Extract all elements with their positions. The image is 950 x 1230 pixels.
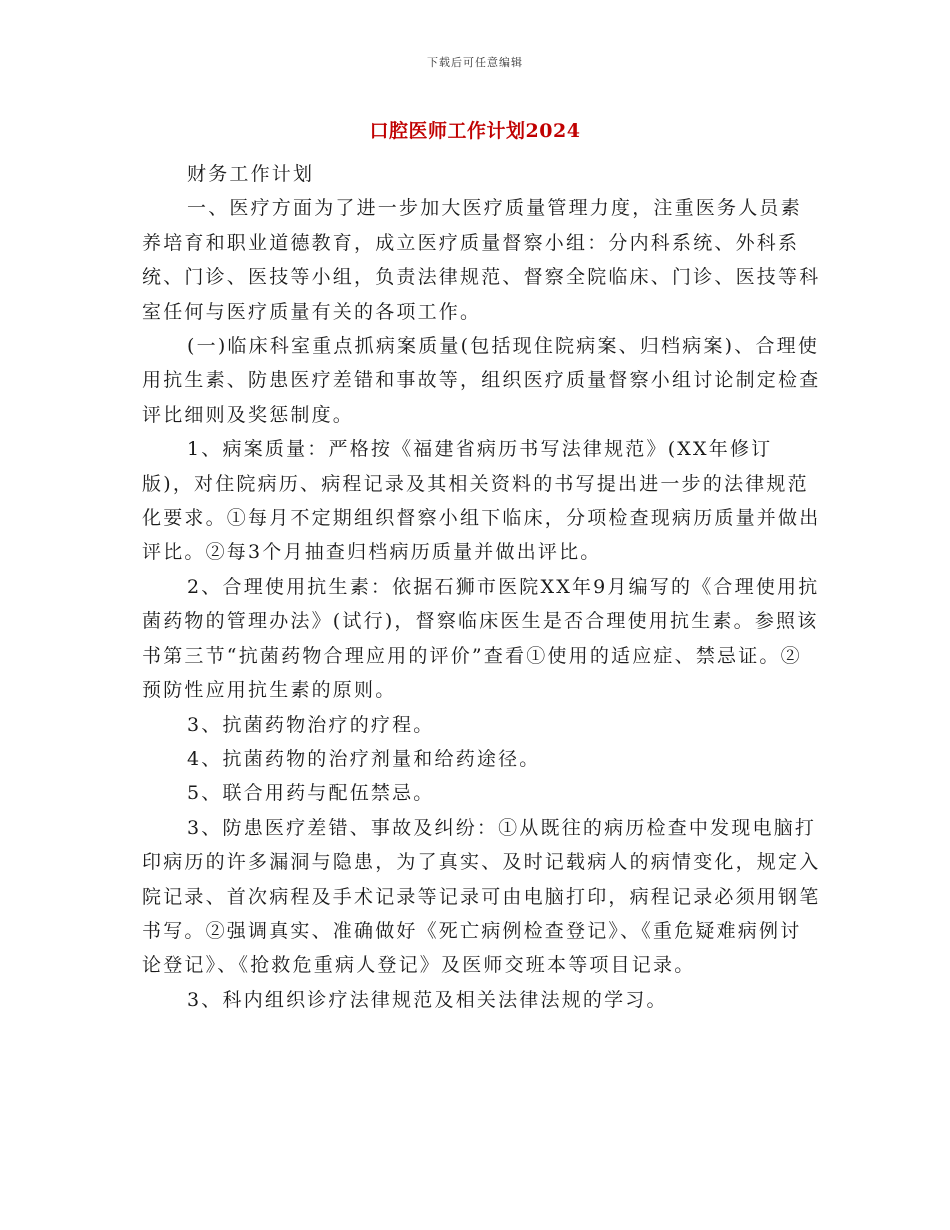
paragraph: 5、联合用药与配伍禁忌。 — [187, 782, 435, 805]
paragraph: 4、抗菌药物的治疗剂量和给药途径。 — [187, 747, 541, 770]
paragraph: 3、抗菌药物治疗的疗程。 — [187, 713, 435, 736]
paragraph: 2、合理使用抗生素：依据石狮市医院XX年9月编写的《合理使用抗菌药物的管理办法》(试行)，督察临床医生是否合理使用抗生素。参照该书第三节“抗菌药物合理应用的评价”查看①使用的适应症、禁忌证。②预防性应用抗生素的原则。 — [142, 575, 820, 702]
header-note: 下载后可任意编辑 — [427, 56, 523, 69]
paragraph: 3、防患医疗差错、事故及纠纷：①从既往的病历检查中发现电脑打印病历的许多漏洞与隐患，为了真实、及时记载病人的病情变化，规定入院记录、首次病程及手术记录等记录可由电脑打印，病程记录必须用钢笔书写。②强调真实、准确做好《死亡病例检查登记》、《重危疑难病例讨论登记》、《抢救危重病人登记》及医师交班本等项目记录。 — [142, 816, 821, 977]
paragraph: (一)临床科室重点抓病案质量(包括现住院病案、归档病案)、合理使用抗生素、防患医疗差错和事故等，组织医疗质量督察小组讨论制定检查评比细则及奖惩制度。 — [142, 335, 821, 426]
paragraph-heading: 财务工作计划 — [187, 163, 315, 185]
document-body — [142, 157, 822, 1017]
paragraph: 1、病案质量：严格按《福建省病历书写法律规范》(XX年修订版)，对住院病历、病程记录及其相关资料的书写提出进一步的法律规范化要求。①每月不定期组织督察小组下临床，分项检查现病历质量并做出评比。②每3个月抽查归档病历质量并做出评比。 — [142, 438, 821, 564]
paragraph: 3、科内组织诊疗法律规范及相关法律法规的学习。 — [187, 988, 668, 1011]
document-title: 口腔医师工作计划2024 — [369, 120, 581, 142]
paragraph: 一、医疗方面为了进一步加大医疗质量管理力度，注重医务人员素养培育和职业道德教育，成立医疗质量督察小组：分内科系统、外科系统、门诊、医技等小组，负责法律规范、督察全院临床、门诊、医技等科室任何与医疗质量有关的各项工作。 — [142, 197, 821, 323]
